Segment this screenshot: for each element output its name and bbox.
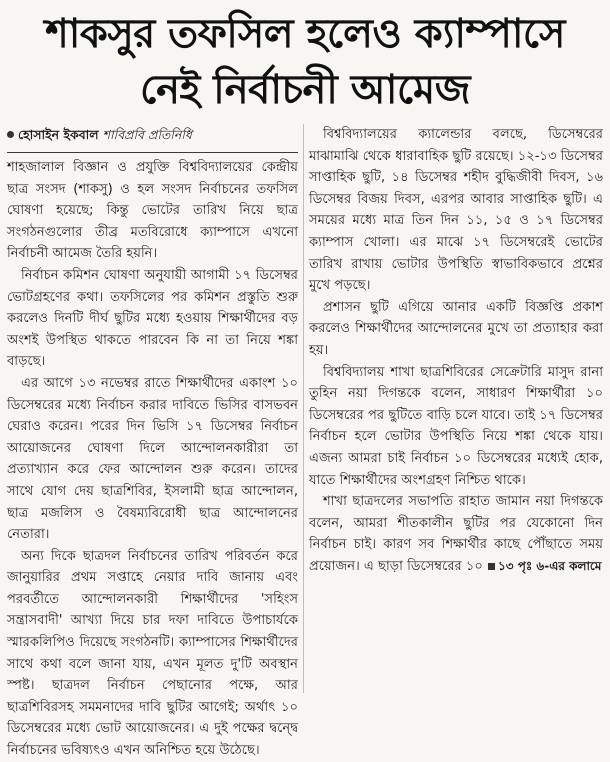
jump-marker-icon xyxy=(488,563,495,570)
article-paragraph: অন্য দিকে ছাত্রদল নির্বাচনের তারিখ পরিবর্তন করে জানুয়ারির প্রথম সপ্তাহে নেয়ার দাবি জানায় এবং পরবর্তীতে আন্দোলনকারী শিক্ষার্থীদের 'সহিংস সন্ত্রাসবাদী' আখ্যা দিয়ে চার দফা দাবিতে উপাচার্যকে স্মারকলিপিও দিয়েছে সংগঠনটি। ক্যাম্পাসের শিক্ষার্থীদের সাথে কথা বলে জানা যায়, এখন মূলত দু'টি অবস্থান স্পষ্ট। ছাত্রদল নির্বাচন পেছানোর পক্ষে, আর ছাত্রশিবিরসহ সমমনাদের দাবি ছুটির আগেই; অর্থাৎ ১০ ডিসেম্বরের মধ্যে ভোট আয়োজনের। এ দুই পক্ষের দ্বন্দ্বে নির্বাচনের ভবিষ্যৎও এখন অনিশ্চিত হয়ে উঠেছে। xyxy=(7,548,298,759)
headline xyxy=(0,6,610,118)
article-paragraph: নির্বাচন কমিশন ঘোষণা অনুযায়ী আগামী ১৭ ডিসেম্বর ভোটগ্রহণের কথা। তফসিলের পর কমিশন প্রস্তুতি শুরু করলেও দিনটি দীর্ঘ ছুটির মধ্যে হওয়ায় শিক্ষার্থীদের বড় অংশই উপস্থিত থাকতে পারবেন কি না তা নিয়ে শঙ্কা বাড়ছে। xyxy=(7,267,298,370)
continued-on-label: ১৩ পৃঃ ৬-এর কলামে xyxy=(497,558,602,573)
headline-line-2: নেই নির্বাচনী আমেজ xyxy=(139,67,471,113)
article-column-right xyxy=(309,124,603,697)
article-paragraph-last-text: শাখা ছাত্রদলের সভাপতি রাহাত জামান নয়া দিগন্তকে বলেন, আমরা শীতকালীন ছুটির পর যেকোনো দিন নির্বাচন চাই। কারণ সব শিক্ষার্থীর কাছে পৌঁছাতে সময় প্রয়োজন। এ ছাড়া ডিসেম্বরের ১০ xyxy=(309,494,603,574)
article-paragraph: প্রশাসন ছুটি এগিয়ে আনার একটি বিজ্ঞপ্তি প্রকাশ করলেও শিক্ষার্থীদের আন্দোলনের মুখে তা প্রত্যাহার করা হয়। xyxy=(309,299,603,358)
byline-author: হোসাইন ইকবাল xyxy=(18,127,99,142)
article-paragraph: এর আগে ১৩ নভেম্বর রাতে শিক্ষার্থীদের একাংশ ১০ ডিসেম্বরের মধ্যে নির্বাচন করার দাবিতে ভিসির বাসভবন ঘেরাও করেন। পরের দিন ভিসি ১৭ ডিসেম্বর নির্বাচন আয়োজনের ঘোষণা দিলে আন্দোলনকারীরা তা প্রত্যাখ্যান করে ফের আন্দোলন শুরু করেন। তাদের সাথে যোগ দেয় ছাত্রশিবির, ইসলামী ছাত্র আন্দোলন, ছাত্র মজলিস ও বৈষম্যবিরোধী ছাত্র আন্দোলনের নেতারা। xyxy=(7,375,298,543)
bullet-icon xyxy=(7,131,14,138)
column-divider xyxy=(303,124,304,693)
article-paragraph: বিশ্ববিদ্যালয় শাখা ছাত্রশিবিরের সেক্রেটারি মাসুদ রানা তুহিন নয়া দিগন্তকে বলেন, সাধারণ শিক্ষার্থীরা ১০ ডিসেম্বরের পর ছুটিতে বাড়ি চলে যাবে। তাই ১৭ ডিসেম্বর নির্বাচন হলে ভোটার উপস্থিতি নিয়ে শঙ্কা থেকে যায়। এজন্য আমরা চাই নির্বাচন ১০ ডিসেম্বরের মধ্যেই হোক, যাতে শিক্ষার্থীদের অংশগ্রহণ নিশ্চিত থাকে। xyxy=(309,364,603,488)
byline-role: শাবিপ্রবি প্রতিনিধি xyxy=(102,127,192,142)
article-paragraph: বিশ্ববিদ্যালয়ের ক্যালেন্ডার বলছে, ডিসেম্বরের মাঝামাঝি থেকে ধারাবাহিক ছুটি রয়েছে। ১২-১৩ ডিসেম্বর সাপ্তাহিক ছুটি, ১৪ ডিসেম্বর শহীদ বুদ্ধিজীবী দিবস, ১৬ ডিসেম্বর বিজয় দিবস, এরপর আবার সাপ্তাহিক ছুটি। এ সময়ের মধ্যে মাত্র তিন দিন ১১, ১৫ ও ১৭ ডিসেম্বর ক্যাম্পাস খোলা। এর মাঝে ১৭ ডিসেম্বরেই ভোটের তারিখ রাখায় ভোটার উপস্থিতি স্বাভাবিকভাবে প্রশ্নের মুখে পড়ছে। xyxy=(309,127,603,294)
article-column-left xyxy=(7,124,298,759)
article-paragraph: শাহজালাল বিজ্ঞান ও প্রযুক্তি বিশ্ববিদ্যালয়ের কেন্দ্রীয় ছাত্র সংসদ (শাকসু) ও হল সংসদ নির্বাচনের তফসিল ঘোষণা হয়েছে; কিন্তু ভোটের তারিখ নিয়ে ছাত্র সংগঠনগুলোর তীব্র মতবিরোধে ক্যাম্পাসে এখনো নির্বাচনী আমেজ তৈরি হয়নি। xyxy=(7,160,298,262)
byline-divider xyxy=(7,152,298,153)
headline-line-1: শাকসুর তফসিল হলেও ক্যাম্পাসে xyxy=(45,11,565,57)
byline xyxy=(7,124,298,146)
article-paragraph-last xyxy=(309,491,603,577)
